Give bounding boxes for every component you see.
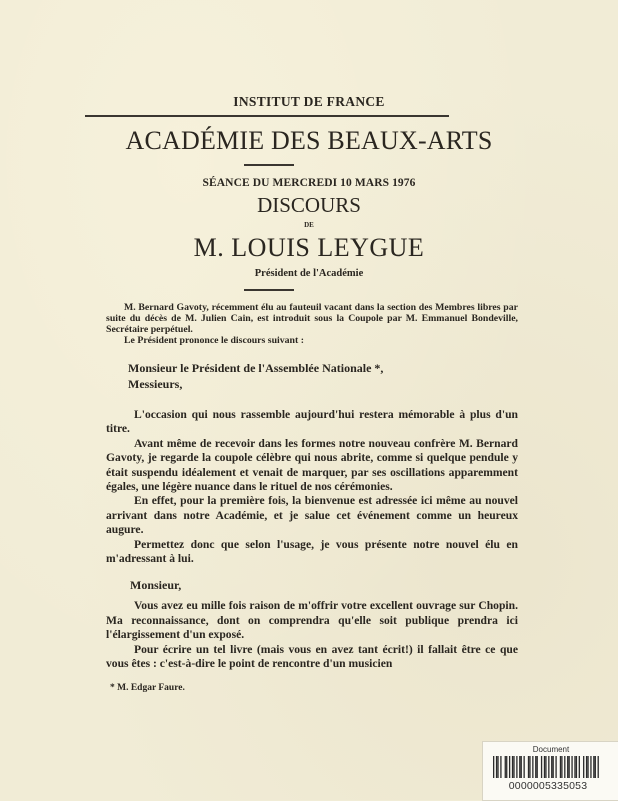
barcode-bar	[595, 756, 596, 778]
speech-body	[106, 408, 518, 566]
preposition: DE	[304, 221, 314, 229]
barcode-title: Document	[532, 745, 570, 754]
barcode-bar	[523, 756, 524, 778]
speech-paragraph: En effet, pour la première fois, la bienvenue est adressée ici même au nouvel arrivant dans notre Académie, et je salue cet événement comme un heureux augure.	[106, 494, 518, 537]
barcode-bar	[521, 756, 522, 778]
title-divider	[244, 164, 294, 166]
barcode-bar	[567, 756, 568, 778]
barcode-bar	[505, 756, 506, 778]
barcode-bar	[564, 756, 565, 778]
barcode-bar	[497, 756, 498, 778]
barcode-bar	[593, 756, 594, 778]
academy-title: ACADÉMIE DES BEAUX-ARTS	[125, 126, 493, 155]
barcode-label	[482, 741, 618, 801]
salutation-line: Messieurs,	[128, 377, 183, 391]
speaker-role: Président de l'Académie	[254, 268, 364, 279]
speech-paragraph: Avant même de recevoir dans les formes notre nouveau confrère M. Bernard Gavoty, je regarde la coupole célèbre qui nous abrite, comme si quelque pendule y était suspendu idéalement et venait de marquer, par ses oscillations apparemment égales, une légère nuance dans le rituel de nos cérémonies.	[106, 436, 518, 494]
barcode-bar	[587, 756, 588, 778]
barcode-bar	[553, 756, 554, 778]
barcode-bar	[493, 756, 494, 778]
barcode-bar	[532, 756, 533, 778]
salutation	[106, 360, 518, 392]
barcode-bar	[512, 756, 513, 778]
barcode-bar	[555, 756, 556, 778]
barcode-bar	[548, 756, 549, 778]
barcode-bar	[583, 756, 584, 778]
session-date: SÉANCE DU MERCREDI 10 MARS 1976	[202, 177, 416, 189]
barcode-bar	[506, 756, 507, 778]
speech-paragraph: L'occasion qui nous rassemble aujourd'hui restera mémorable à plus d'un titre.	[106, 408, 518, 436]
barcode-bar	[537, 756, 538, 778]
barcode-bar	[500, 756, 501, 778]
speaker-name: M. LOUIS LEYGUE	[193, 233, 425, 262]
barcode-bar	[496, 756, 497, 778]
speech-paragraph: Permettez donc que selon l'usage, je vous présente notre nouvel élu en m'adressant à lui.	[106, 537, 518, 566]
barcode-bar	[586, 756, 587, 778]
barcode-bar	[545, 756, 546, 778]
intro-paragraph: M. Bernard Gavoty, récemment élu au fauteuil vacant dans la section des Membres libres par suite du décès de M. Julien Cain, est introduit sous la Coupole par M. Emmanuel Bondeville, Secrétaire perpétuel.	[106, 302, 518, 335]
address-paragraph: Vous avez eu mille fois raison de m'offrir votre excellent ouvrage sur Chopin. Ma reconnaissance, dont on comprendra qu'elle soit publique prendra ici l'élargissement d'un exposé.	[106, 599, 518, 642]
barcode-bar	[516, 756, 517, 778]
address-paragraph: Pour écrire un tel livre (mais vous en avez tant écrit!) il fallait être ce que vous êtes : c'est-à-dire le point de rencontre d'un musicien	[106, 642, 518, 671]
barcode-bar	[560, 756, 561, 778]
barcode-number: 0000005335053	[508, 780, 588, 792]
header-rule	[85, 115, 449, 117]
barcode-bar	[544, 756, 545, 778]
barcode-bar	[529, 756, 530, 778]
barcode-bar	[551, 756, 552, 778]
barcode-bar	[541, 756, 542, 778]
barcode-bar	[590, 756, 591, 778]
intro-paragraph: Le Président prononce le discours suivant :	[124, 335, 304, 346]
barcode-bar	[513, 756, 514, 778]
barcode-bar	[598, 756, 599, 778]
address-body	[106, 599, 518, 671]
intro-notice	[106, 302, 518, 346]
footnote: * M. Edgar Faure.	[110, 682, 185, 693]
barcode-icon	[493, 756, 599, 778]
institution-heading: INSTITUT DE FRANCE	[233, 94, 385, 109]
barcode-bar	[569, 756, 570, 778]
barcode-bar	[535, 756, 536, 778]
salutation-line: Monsieur le Président de l'Assemblée Nationale *,	[128, 361, 384, 375]
barcode-bar	[579, 756, 580, 778]
role-divider	[244, 289, 294, 291]
barcode-bar	[509, 756, 510, 778]
barcode-bar	[576, 756, 577, 778]
barcode-bar	[561, 756, 562, 778]
barcode-bar	[528, 756, 529, 778]
discourse-title: DISCOURS	[257, 193, 361, 217]
barcode-bar	[574, 756, 575, 778]
barcode-bar	[519, 756, 520, 778]
barcode-bar	[571, 756, 572, 778]
text-column	[106, 302, 518, 694]
address-salutation: Monsieur,	[130, 578, 182, 593]
